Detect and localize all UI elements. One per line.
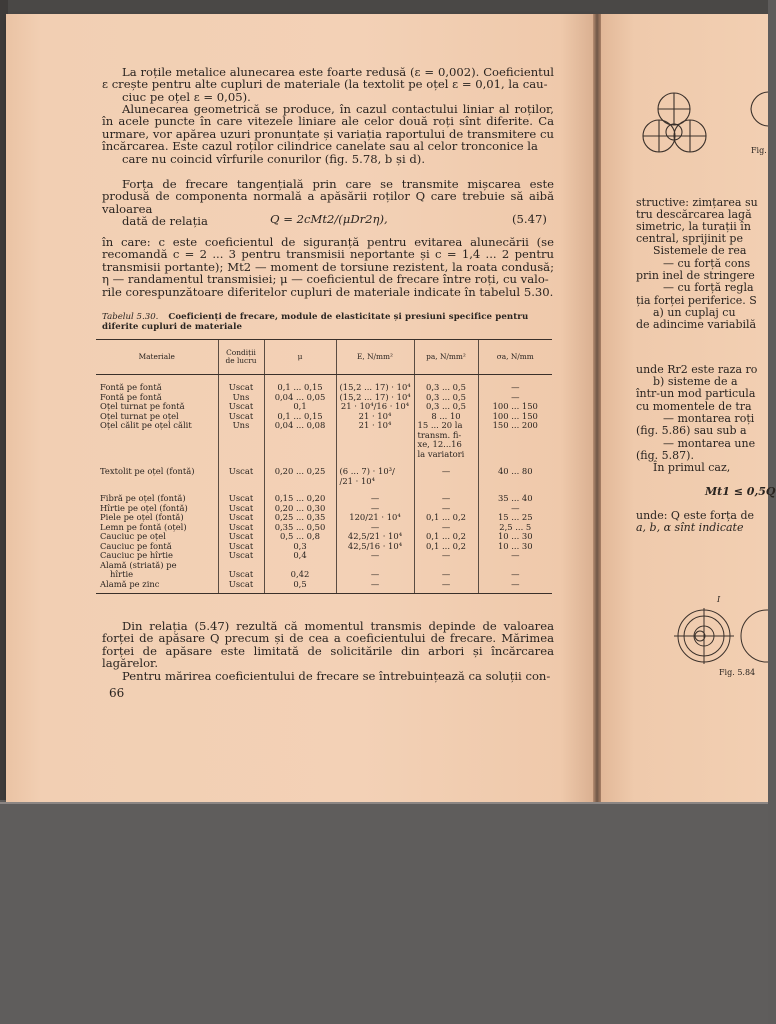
- header-mu: μ: [264, 340, 336, 375]
- paragraph-4: în care: c este coeficientul de siguranță pentru evitarea alunecării (se recomandă c = 2 ... 3 pentru transmisii neportante și c = 1,4 ... 2 pentru transmisii portante); Mt2 — moment de torsiune rezistent, la roata condusă; η — randamentul transmisiei; μ — coeficientul de frecare între roți, cu valo- rile corespunzătoare diferitelor cupluri de materiale indicate în tabelul 5.30.: [102, 235, 554, 299]
- table-row: Cauciuc pe oțel Uscat 0,5 ... 0,8 42,5/21 · 10⁴ 0,1 ... 0,2 10 ... 30: [96, 532, 552, 542]
- table-row: Textolit pe oțel (fontă) Uscat 0,20 ... 0,25 (6 ... 7) · 10³/ — 40 ... 80: [96, 467, 552, 477]
- equation-5-47: Q = 2cMt2/(μDr2η),: [270, 212, 388, 226]
- table-row: Alamă (striată) pe: [96, 561, 552, 571]
- table-row: Alamă pe zinc Uscat 0,5 — — —: [96, 580, 552, 594]
- right-text-line: cu momentele de tra: [636, 400, 752, 413]
- book-spine: [593, 14, 601, 804]
- right-page: [601, 14, 776, 804]
- equation-number: (5.47): [512, 212, 547, 226]
- header-conditii: Condiții de lucru: [218, 340, 264, 375]
- page-number: 66: [109, 686, 125, 700]
- table-caption: [102, 312, 556, 332]
- table-row: Piele pe oțel (fontă) Uscat 0,25 ... 0,35 120/21 · 10⁴ 0,1 ... 0,2 15 ... 25: [96, 513, 552, 523]
- table-row: Oțel călit pe oțel călit Uns 0,04 ... 0,08 21 · 10⁴ 15 ... 20 la 150 ... 200: [96, 421, 552, 431]
- table-row: Fibră pe oțel (fontă) Uscat 0,15 ... 0,20 — — 35 ... 40: [96, 494, 552, 504]
- right-text-line: unde Rr2 este raza ro: [636, 363, 758, 376]
- figure-label-top: Fig.: [751, 146, 767, 155]
- table-row: Fontă pe fontă Uns 0,04 ... 0,05 (15,2 ... 17) · 10⁴ 0,3 ... 0,5 —: [96, 393, 552, 403]
- table-row: Cauciuc pe hîrtie Uscat 0,4 — — —: [96, 551, 552, 561]
- right-text-line: (fig. 5.87).: [636, 449, 694, 462]
- right-text-line: a, b, α sînt indicate: [636, 521, 744, 534]
- right-text-line: — cu forță cons: [663, 257, 751, 270]
- table-row: Oțel turnat pe oțel Uscat 0,1 ... 0,15 21 · 10⁴ 8 ... 10 100 ... 150: [96, 412, 552, 422]
- right-text-line: central, sprijinit pe: [636, 232, 743, 245]
- right-text-line: — cu forță regla: [663, 281, 754, 294]
- right-text-line: (fig. 5.86) sau sub a: [636, 424, 747, 437]
- table-header-row: [96, 340, 552, 375]
- paragraph-2: Alunecarea geometrică se produce, în cazul contactului liniar al roților, în acele puncte în care vitezele liniare ale celor două roți sînt diferite. Ca urmare, vor apărea uzuri pronunțate și variația raportului de transmitere cu încărcarea. Este cazul roților cilindrice canelate sau al celor tronconice la care nu coincid vîrfurile conurilor (fig. 5.78, b și d).: [102, 102, 554, 166]
- right-text-line: tru descărcarea lagă: [636, 208, 752, 221]
- right-text-line: structive: zimțarea su: [636, 196, 758, 209]
- right-text-line: de adincime variabilă: [636, 318, 757, 331]
- coupling-figure: [601, 606, 768, 676]
- header-pa: pa, N/mm²: [414, 340, 478, 375]
- table-row: hîrtie Uscat 0,42 — — —: [96, 570, 552, 580]
- right-text-line: În primul caz,: [653, 461, 731, 474]
- right-text-line: a) un cuplaj cu: [653, 306, 736, 319]
- gear-train-figure: [601, 84, 768, 204]
- table-row: transm. fi-: [96, 431, 552, 441]
- table-label: Tabelul 5.30.: [102, 312, 159, 322]
- table-row: la variatori: [96, 450, 552, 460]
- figure-label-bottom: Fig. 5.84: [719, 668, 756, 677]
- scan-background: [0, 804, 768, 1024]
- table-row: Hîrtie pe oțel (fontă) Uscat 0,20 ... 0,30 — — —: [96, 504, 552, 514]
- header-e: E, N/mm²: [336, 340, 414, 375]
- right-text-line: simetric, la turații în: [636, 220, 751, 233]
- table-row: Fontă pe fontă Uscat 0,1 ... 0,15 (15,2 ... 17) · 10⁴ 0,3 ... 0,5 —: [96, 383, 552, 393]
- header-materiale: Materiale: [96, 340, 218, 375]
- table-row: Cauciuc pe fontă Uscat 0,3 42,5/16 · 10⁴ 0,1 ... 0,2 10 ... 30: [96, 542, 552, 552]
- right-text-line: prin inel de stringere: [636, 269, 755, 282]
- right-text-line: b) sisteme de a: [653, 375, 738, 388]
- table-row: Lemn pe fontă (oțel) Uscat 0,35 ... 0,50 — — 2,5 ... 5: [96, 523, 552, 533]
- right-text-line: într-un mod particula: [636, 387, 756, 400]
- right-formula: Mt1 ≤ 0,5Q: [705, 485, 776, 498]
- right-text-line: Sistemele de rea: [653, 244, 747, 257]
- friction-coefficients-table: [96, 339, 552, 594]
- paragraph-5: Din relația (5.47) rezultă că momentul transmis depinde de valoarea forței de apăsare Q precum și de cea a coeficientului de frecare. Mărimea forței de apăsare este limitată de solicitările din arbori și încărcarea lagărelor. Pentru mărirea coeficientului de frecare se întrebuințează ca soluții con-: [102, 619, 554, 683]
- right-text-line: unde: Q este forța de: [636, 509, 754, 522]
- paragraph-1: La roțile metalice alunecarea este foarte redusă (ε = 0,002). Coeficientul ε crește pentru alte cupluri de materiale (la textolit pe oțel ε = 0,01, la cau- ciuc pe oțel ε = 0,05).: [102, 65, 554, 104]
- table-spacer: [96, 375, 552, 384]
- header-sigma: σa, N/mm: [478, 340, 552, 375]
- right-text-line: — montarea une: [663, 437, 756, 450]
- table-row: /21 · 10⁴: [96, 477, 552, 487]
- figure-marker: I: [717, 595, 721, 604]
- right-text-line: — montarea roți: [663, 412, 755, 425]
- table-row: xe, 12...16: [96, 440, 552, 450]
- table-row: Oțel turnat pe fontă Uscat 0,1 21 · 10⁴/16 · 10⁴ 0,3 ... 0,5 100 ... 150: [96, 402, 552, 412]
- table-title: Coeficienți de frecare, module de elasticitate și presiuni specifice pentru diferite cupluri de materiale: [102, 312, 529, 332]
- paragraph-3: Forța de frecare tangențială prin care se transmite mișcarea este produsă de componenta normală a apăsării roților Q care trebuie să aibă valoarea dată de relația: [102, 177, 554, 229]
- right-text-line: ția forței periferice. S: [636, 294, 757, 307]
